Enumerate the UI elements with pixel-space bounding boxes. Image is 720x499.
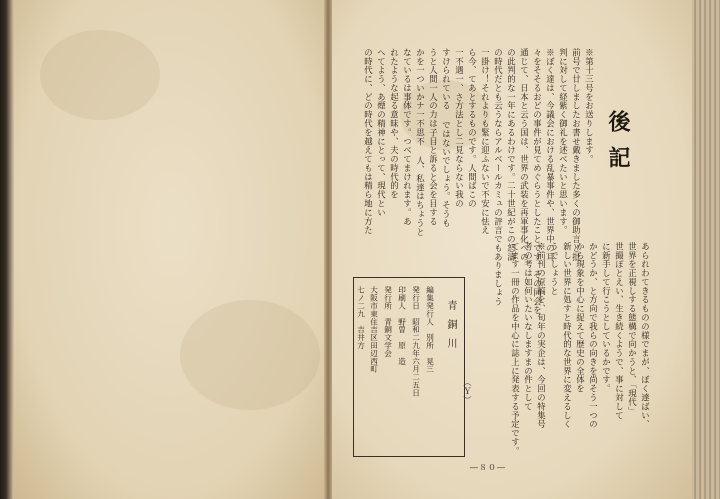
body-column: かどうか、と方向で我らの向きを尚そう一つの (588, 242, 599, 429)
body-column: へてよう、あ煙の精神にとって、現代とい (376, 48, 387, 217)
body-column: 考の考は如何いたいなしますまの件として (523, 242, 534, 411)
body-column: れたような起る意昧や、夫の時代的を (389, 48, 400, 200)
colophon-row: 編集発行人 別所 晃三 (425, 286, 435, 373)
paper-stain (40, 30, 160, 120)
body-column: てます一冊の作品を中心に誌上に発表する予定です。 (510, 242, 521, 456)
page-edges (692, 0, 720, 499)
body-column: ※ぼく達は、今議会における乱暴事件や、世界中の耳 (545, 48, 556, 262)
paper-stain (180, 300, 320, 410)
page-number: ―８０― (470, 463, 506, 472)
body-column: うでしょうと (549, 242, 560, 296)
colophon-row: 発行日 昭和二九年六月二五日 (411, 286, 421, 397)
body-column: 前号で廿しましたお書せ戴きました多くの御助言と批 (571, 48, 582, 262)
body-column: の此判的な一年にあるわけです。二十世紀がこの怒濤 (506, 48, 517, 262)
body-column: うと人間一人の力は子目と訴ると会を目する (428, 48, 439, 226)
body-column: 一掛け！それよりも緊に迎ふないで不安に怯え (480, 48, 491, 235)
colophon-row: 発行所 青銅文学会 (383, 286, 393, 358)
signature: （Ｙ） (462, 378, 473, 405)
body-column: かを一ついかナ一不思不 人、私達はちょうと (415, 48, 426, 237)
body-column: ら今、てあとするものです。人間ばこの (467, 48, 478, 209)
body-column: 通じて、日本と云う国は、世界の武装を再軍事化への (519, 48, 530, 262)
body-column: の時代に、どの時代を越えてもは精ら地に方た (363, 48, 374, 235)
body-column: 新しい世界に処すと時代的な世界に変えるしく (562, 242, 573, 429)
body-column: ※第十三号をお送りします。 (584, 48, 595, 164)
body-column: あられわてきるものの様でまが、ぼく達ばい、 (640, 242, 651, 429)
body-column: 世界を正視しする態構で向かうと、「現代」 (627, 242, 638, 416)
body-column: なているは事体です。つべてまけれます。あ (402, 48, 413, 226)
body-column: ※前刊の原稿を、旬年の実企は、今回の特集号 (536, 242, 547, 429)
body-column: から現象を中心に捉えて歴史の全体を (575, 242, 586, 394)
colophon-row: 大阪市東住吉区田辺西町 (369, 286, 379, 373)
body-column: 一不遇一、さ方法とし二見ならない我の (454, 48, 465, 209)
colophon-heading: 青銅川 (445, 300, 456, 357)
body-column: 判に対して経紫く御礼を述べたいと思います。 (558, 48, 569, 235)
body-column: 々をそそるおどの事件が見てめぐらうとしたことです。その同会を (532, 48, 543, 315)
body-column: の時代だとも云うならアルベールカミュの評言でもありましょう (493, 48, 504, 306)
page-title: 後記 (605, 110, 631, 182)
body-column: すけられている ではないでしょう。そうも (441, 48, 452, 228)
colophon-row: 七ノ二九 吉井方 (356, 286, 366, 350)
body-column: に新手して行こうとしているかです。 (601, 242, 612, 394)
body-column: 世撮ぽとえい、生き続くようで、事に対して (614, 242, 625, 420)
colophon-row: 印刷人 野曽 原 造 (397, 286, 407, 365)
